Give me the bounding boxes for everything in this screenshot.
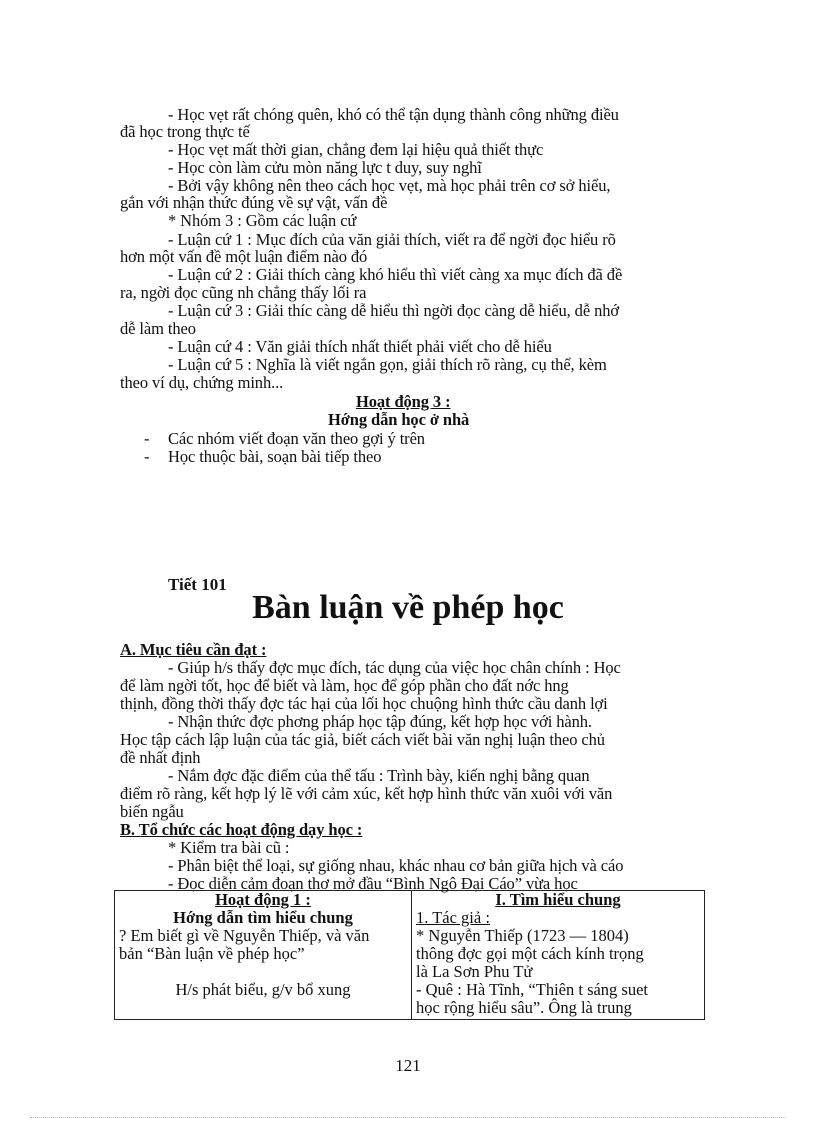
content-line: 1. Tác giả :	[416, 908, 490, 927]
list-item: Các nhóm viết đoạn văn theo gợi ý trên	[168, 429, 425, 448]
activity-table	[114, 890, 705, 1020]
content-line: * Nguyễn Thiếp (1723 — 1804)	[416, 926, 629, 945]
section-b-heading: B. Tổ chức các hoạt động dạy học :	[120, 820, 363, 839]
question-line: ? Em biết gì về Nguyễn Thiếp, và văn	[119, 926, 370, 945]
text-line: - Nắm đợc đặc điểm của thể tấu : Trình bày, kiến nghị bằng quan	[168, 766, 590, 785]
text-line: đề nhất định	[120, 748, 201, 767]
text-line: Học tập cách lập luận của tác giả, biết cách viết bài văn nghị luận theo chủ	[120, 730, 605, 749]
spacer	[119, 963, 407, 981]
text-line: * Nhóm 3 : Gồm các luận cứ	[168, 211, 357, 230]
text-line: gắn với nhận thức đúng về sự vật, vấn đề	[120, 193, 388, 212]
text-line: - Luận cứ 5 : Nghĩa là viết ngắn gọn, giải thích rõ ràng, cụ thể, kèm	[168, 355, 607, 374]
list-item: Học thuộc bài, soạn bài tiếp theo	[168, 447, 382, 466]
table-cell-left	[115, 891, 412, 1020]
question-line: bản “Bàn luận về phép học”	[119, 944, 305, 963]
text-line: để làm ngời tốt, học để biết và làm, học để góp phần cho đất nớc hng	[120, 676, 569, 695]
text-line: theo ví dụ, chứng minh...	[120, 373, 284, 392]
content-line: là La Sơn Phu Tử	[416, 962, 533, 981]
text-line: - Học vẹt mất thời gian, chẳng đem lại hiệu quả thiết thực	[168, 140, 544, 159]
lesson-title: Bàn luận về phép học	[252, 589, 564, 626]
section-a-heading: A. Mục tiêu cần đạt :	[120, 640, 267, 659]
bottom-dotted-rule	[30, 1117, 786, 1118]
activity-3-subheading: Hớng dẫn học ở nhà	[328, 410, 470, 429]
text-line: điểm rõ ràng, kết hợp lý lẽ với cảm xúc, kết hợp hình thức văn xuôi với văn	[120, 784, 613, 803]
text-line: - Học vẹt rất chóng quên, khó có thể tận dụng thành công những điều	[168, 105, 619, 124]
bullet-dash: -	[144, 447, 150, 466]
text-line: - Bởi vậy không nên theo cách học vẹt, mà học phải trên cơ sở hiểu,	[168, 176, 611, 195]
text-line: - Giúp h/s thấy đợc mục đích, tác dụng của việc học chân chính : Học	[168, 658, 621, 677]
text-line: biến ngẫu	[120, 802, 184, 821]
activity-3-heading: Hoạt động 3 :	[356, 392, 451, 411]
content-line: thông đợc gọi một cách kính trọng	[416, 944, 644, 963]
text-line: - Luận cứ 1 : Mục đích của văn giải thích, viết ra để ngời đọc hiểu rõ	[168, 230, 616, 249]
text-line: - Luận cứ 2 : Giải thích càng khó hiểu thì viết càng xa mục đích đã đề	[168, 265, 623, 284]
content-line: - Quê : Hà Tĩnh, “Thiên t sáng suet	[416, 980, 649, 999]
table-cell-right	[412, 891, 705, 1020]
bullet-dash: -	[144, 429, 150, 448]
page-number: 121	[395, 1056, 421, 1075]
text-line: hơn một vấn đề một luận điểm nào đó	[120, 247, 368, 266]
text-line: đã học trong thực tế	[120, 122, 250, 141]
text-line: - Học còn làm cửu mòn năng lực t duy, suy nghĩ	[168, 158, 482, 177]
text-line: ra, ngời đọc cũng nh chẳng thấy lối ra	[120, 283, 367, 302]
text-line: - Phân biệt thể loại, sự giống nhau, khác nhau cơ bản giữa hịch và cáo	[168, 856, 624, 875]
text-line: dễ làm theo	[120, 319, 196, 338]
content-line: học rộng hiểu sâu”. Ông là trung	[416, 998, 632, 1017]
lesson-number: Tiết 101	[168, 575, 227, 594]
text-line: - Nhận thức đợc phơng pháp học tập đúng, kết hợp học với hành.	[168, 712, 592, 731]
activity-1-subheading: Hớng dẫn tìm hiểu chung	[173, 908, 353, 927]
text-line: - Đọc diễn cảm đoạn thơ mở đầu “Bình Ngô Đại Cáo” vừa học	[168, 874, 578, 893]
text-line: - Luận cứ 3 : Giải thíc càng dễ hiểu thì ngời đọc càng dễ hiểu, dễ nhớ	[168, 301, 620, 320]
teacher-note: H/s phát biểu, g/v bổ xung	[175, 980, 351, 999]
text-line: - Luận cứ 4 : Văn giải thích nhất thiết phải viết cho dễ hiểu	[168, 337, 552, 356]
activity-1-heading: Hoạt động 1 :	[215, 891, 311, 909]
text-line: thịnh, đồng thời thấy đợc tác hại của lối học chuộng hình thức cầu danh lợi	[120, 694, 608, 713]
section-i-heading: I. Tìm hiểu chung	[495, 891, 621, 909]
text-line: * Kiểm tra bài cũ :	[168, 838, 290, 857]
